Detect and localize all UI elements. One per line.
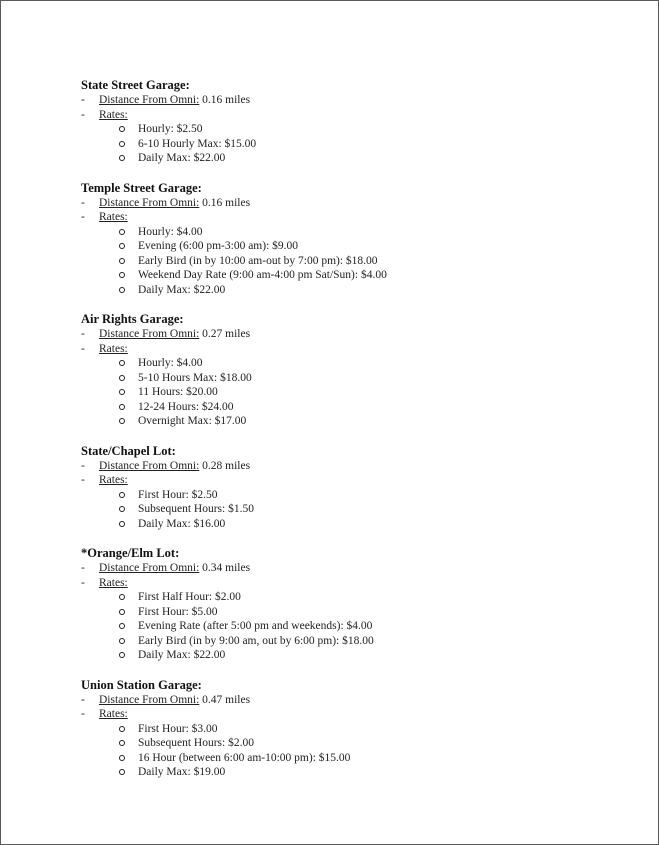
circle-bullet-icon (119, 360, 125, 366)
rate-text: Early Bird (in by 10:00 am-out by 7:00 pm): $18.00 (138, 254, 378, 267)
garage-section (81, 181, 641, 298)
garage-list (81, 78, 641, 795)
dash-marker: - (81, 94, 85, 106)
distance-label: Distance From Omni: (99, 94, 200, 106)
circle-bullet-icon (119, 418, 125, 424)
rate-item (81, 751, 641, 766)
distance-value: 0.47 miles (202, 693, 251, 706)
distance-value: 0.16 miles (202, 94, 251, 106)
circle-bullet-icon (119, 521, 125, 527)
dash-marker: - (81, 459, 85, 472)
circle-bullet-icon (119, 740, 125, 746)
garage-section (81, 678, 641, 780)
rates-label: Rates: (99, 342, 128, 355)
circle-bullet-icon (119, 769, 125, 775)
rate-text: 5-10 Hours Max: $18.00 (138, 371, 252, 384)
circle-bullet-icon (119, 594, 125, 600)
rate-item (81, 137, 641, 152)
distance-label: Distance From Omni: (99, 459, 200, 472)
rate-text: Hourly: $4.00 (138, 225, 203, 238)
dash-marker: - (81, 693, 85, 706)
circle-bullet-icon (119, 126, 125, 132)
rate-item (81, 488, 641, 503)
circle-bullet-icon (119, 243, 125, 249)
circle-bullet-icon (119, 492, 125, 498)
rate-item (81, 414, 641, 429)
circle-bullet-icon (119, 609, 125, 615)
rate-item (81, 268, 641, 283)
rates-label: Rates: (99, 576, 128, 589)
garage-section (81, 78, 641, 166)
rates-row (81, 342, 641, 357)
garage-title: Temple Street Garage: (81, 180, 202, 195)
garage-title: Air Rights Garage: (81, 312, 184, 326)
rate-text: Daily Max: $22.00 (138, 152, 226, 164)
circle-bullet-icon (119, 272, 125, 278)
circle-bullet-icon (119, 229, 125, 235)
circle-bullet-icon (119, 287, 125, 293)
rate-text: 6-10 Hourly Max: $15.00 (138, 137, 257, 150)
distance-row (81, 459, 641, 474)
circle-bullet-icon (119, 141, 125, 147)
circle-bullet-icon (119, 258, 125, 264)
rate-text: Daily Max: $19.00 (138, 766, 226, 778)
distance-row (81, 327, 641, 342)
rate-text: 12-24 Hours: $24.00 (138, 400, 234, 413)
dash-marker: - (81, 328, 85, 340)
rate-text: Evening Rate (after 5:00 pm and weekends): $4.00 (138, 620, 373, 632)
rate-text: First Half Hour: $2.00 (138, 591, 241, 603)
rate-text: Daily Max: $16.00 (138, 517, 226, 530)
rate-item (81, 619, 641, 634)
garage-title: State/Chapel Lot: (81, 443, 176, 458)
rate-item (81, 400, 641, 415)
rate-list (81, 122, 641, 166)
garage-title: State Street Garage: (81, 78, 190, 92)
distance-row (81, 93, 641, 108)
rate-text: Daily Max: $22.00 (138, 649, 226, 661)
rate-item (81, 517, 641, 532)
distance-label: Distance From Omni: (99, 328, 200, 340)
rate-text: Subsequent Hours: $1.50 (138, 503, 254, 515)
rate-item (81, 371, 641, 386)
garage-title: *Orange/Elm Lot: (81, 546, 180, 560)
garage-section (81, 546, 641, 663)
rates-label: Rates: (99, 474, 128, 486)
rate-text: Daily Max: $22.00 (138, 283, 226, 296)
rate-list (81, 225, 641, 298)
rate-list (81, 722, 641, 780)
circle-bullet-icon (119, 623, 125, 629)
dash-marker: - (81, 562, 85, 574)
rate-item (81, 722, 641, 737)
distance-row (81, 561, 641, 576)
rate-text: First Hour: $2.50 (138, 488, 218, 501)
distance-row (81, 693, 641, 708)
rate-item (81, 254, 641, 269)
dash-marker: - (81, 196, 85, 209)
rate-text: Overnight Max: $17.00 (138, 415, 247, 427)
dash-marker: - (81, 708, 85, 720)
rates-row (81, 473, 641, 488)
rate-item (81, 385, 641, 400)
circle-bullet-icon (119, 375, 125, 381)
garage-section (81, 312, 641, 429)
rate-text: 11 Hours: $20.00 (138, 386, 218, 398)
rate-item (81, 590, 641, 605)
rate-list (81, 590, 641, 663)
distance-value: 0.28 miles (202, 459, 251, 472)
rate-item (81, 736, 641, 751)
circle-bullet-icon (119, 726, 125, 732)
rate-text: Early Bird (in by 9:00 am, out by 6:00 pm): $18.00 (138, 634, 374, 647)
rate-item (81, 356, 641, 371)
rate-list (81, 356, 641, 429)
distance-row (81, 196, 641, 211)
rate-item (81, 239, 641, 254)
dash-marker: - (81, 211, 85, 223)
rates-label: Rates: (99, 708, 128, 720)
rate-text: Evening (6:00 pm-3:00 am): $9.00 (138, 240, 299, 252)
distance-value: 0.16 miles (202, 196, 251, 209)
rates-row (81, 210, 641, 225)
rate-item (81, 225, 641, 240)
rates-label: Rates: (99, 211, 128, 223)
rate-list (81, 488, 641, 532)
rates-row (81, 576, 641, 591)
rate-item (81, 283, 641, 298)
rate-text: Hourly: $4.00 (138, 357, 203, 369)
distance-label: Distance From Omni: (99, 693, 200, 706)
rates-row (81, 108, 641, 123)
circle-bullet-icon (119, 389, 125, 395)
rate-item (81, 151, 641, 166)
rates-label: Rates: (99, 108, 128, 121)
garage-title: Union Station Garage: (81, 677, 202, 692)
circle-bullet-icon (119, 155, 125, 161)
dash-marker: - (81, 342, 85, 355)
rate-item (81, 648, 641, 663)
rate-item (81, 605, 641, 620)
rate-text: Weekend Day Rate (9:00 am-4:00 pm Sat/Sun): $4.00 (138, 269, 387, 281)
circle-bullet-icon (119, 755, 125, 761)
circle-bullet-icon (119, 506, 125, 512)
rate-item (81, 765, 641, 780)
circle-bullet-icon (119, 638, 125, 644)
dash-marker: - (81, 474, 85, 486)
circle-bullet-icon (119, 404, 125, 410)
rate-text: First Hour: $5.00 (138, 605, 218, 618)
distance-value: 0.34 miles (202, 562, 251, 574)
distance-label: Distance From Omni: (99, 562, 200, 574)
rate-item (81, 122, 641, 137)
distance-value: 0.27 miles (202, 328, 251, 340)
rate-text: First Hour: $3.00 (138, 722, 218, 735)
rate-text: 16 Hour (between 6:00 am-10:00 pm): $15.00 (138, 751, 351, 764)
distance-label: Distance From Omni: (99, 196, 200, 209)
rate-item (81, 502, 641, 517)
rate-item (81, 634, 641, 649)
circle-bullet-icon (119, 652, 125, 658)
dash-marker: - (81, 108, 85, 121)
dash-marker: - (81, 576, 85, 589)
rates-row (81, 707, 641, 722)
rate-text: Hourly: $2.50 (138, 123, 203, 135)
rate-text: Subsequent Hours: $2.00 (138, 737, 254, 749)
garage-section (81, 444, 641, 532)
